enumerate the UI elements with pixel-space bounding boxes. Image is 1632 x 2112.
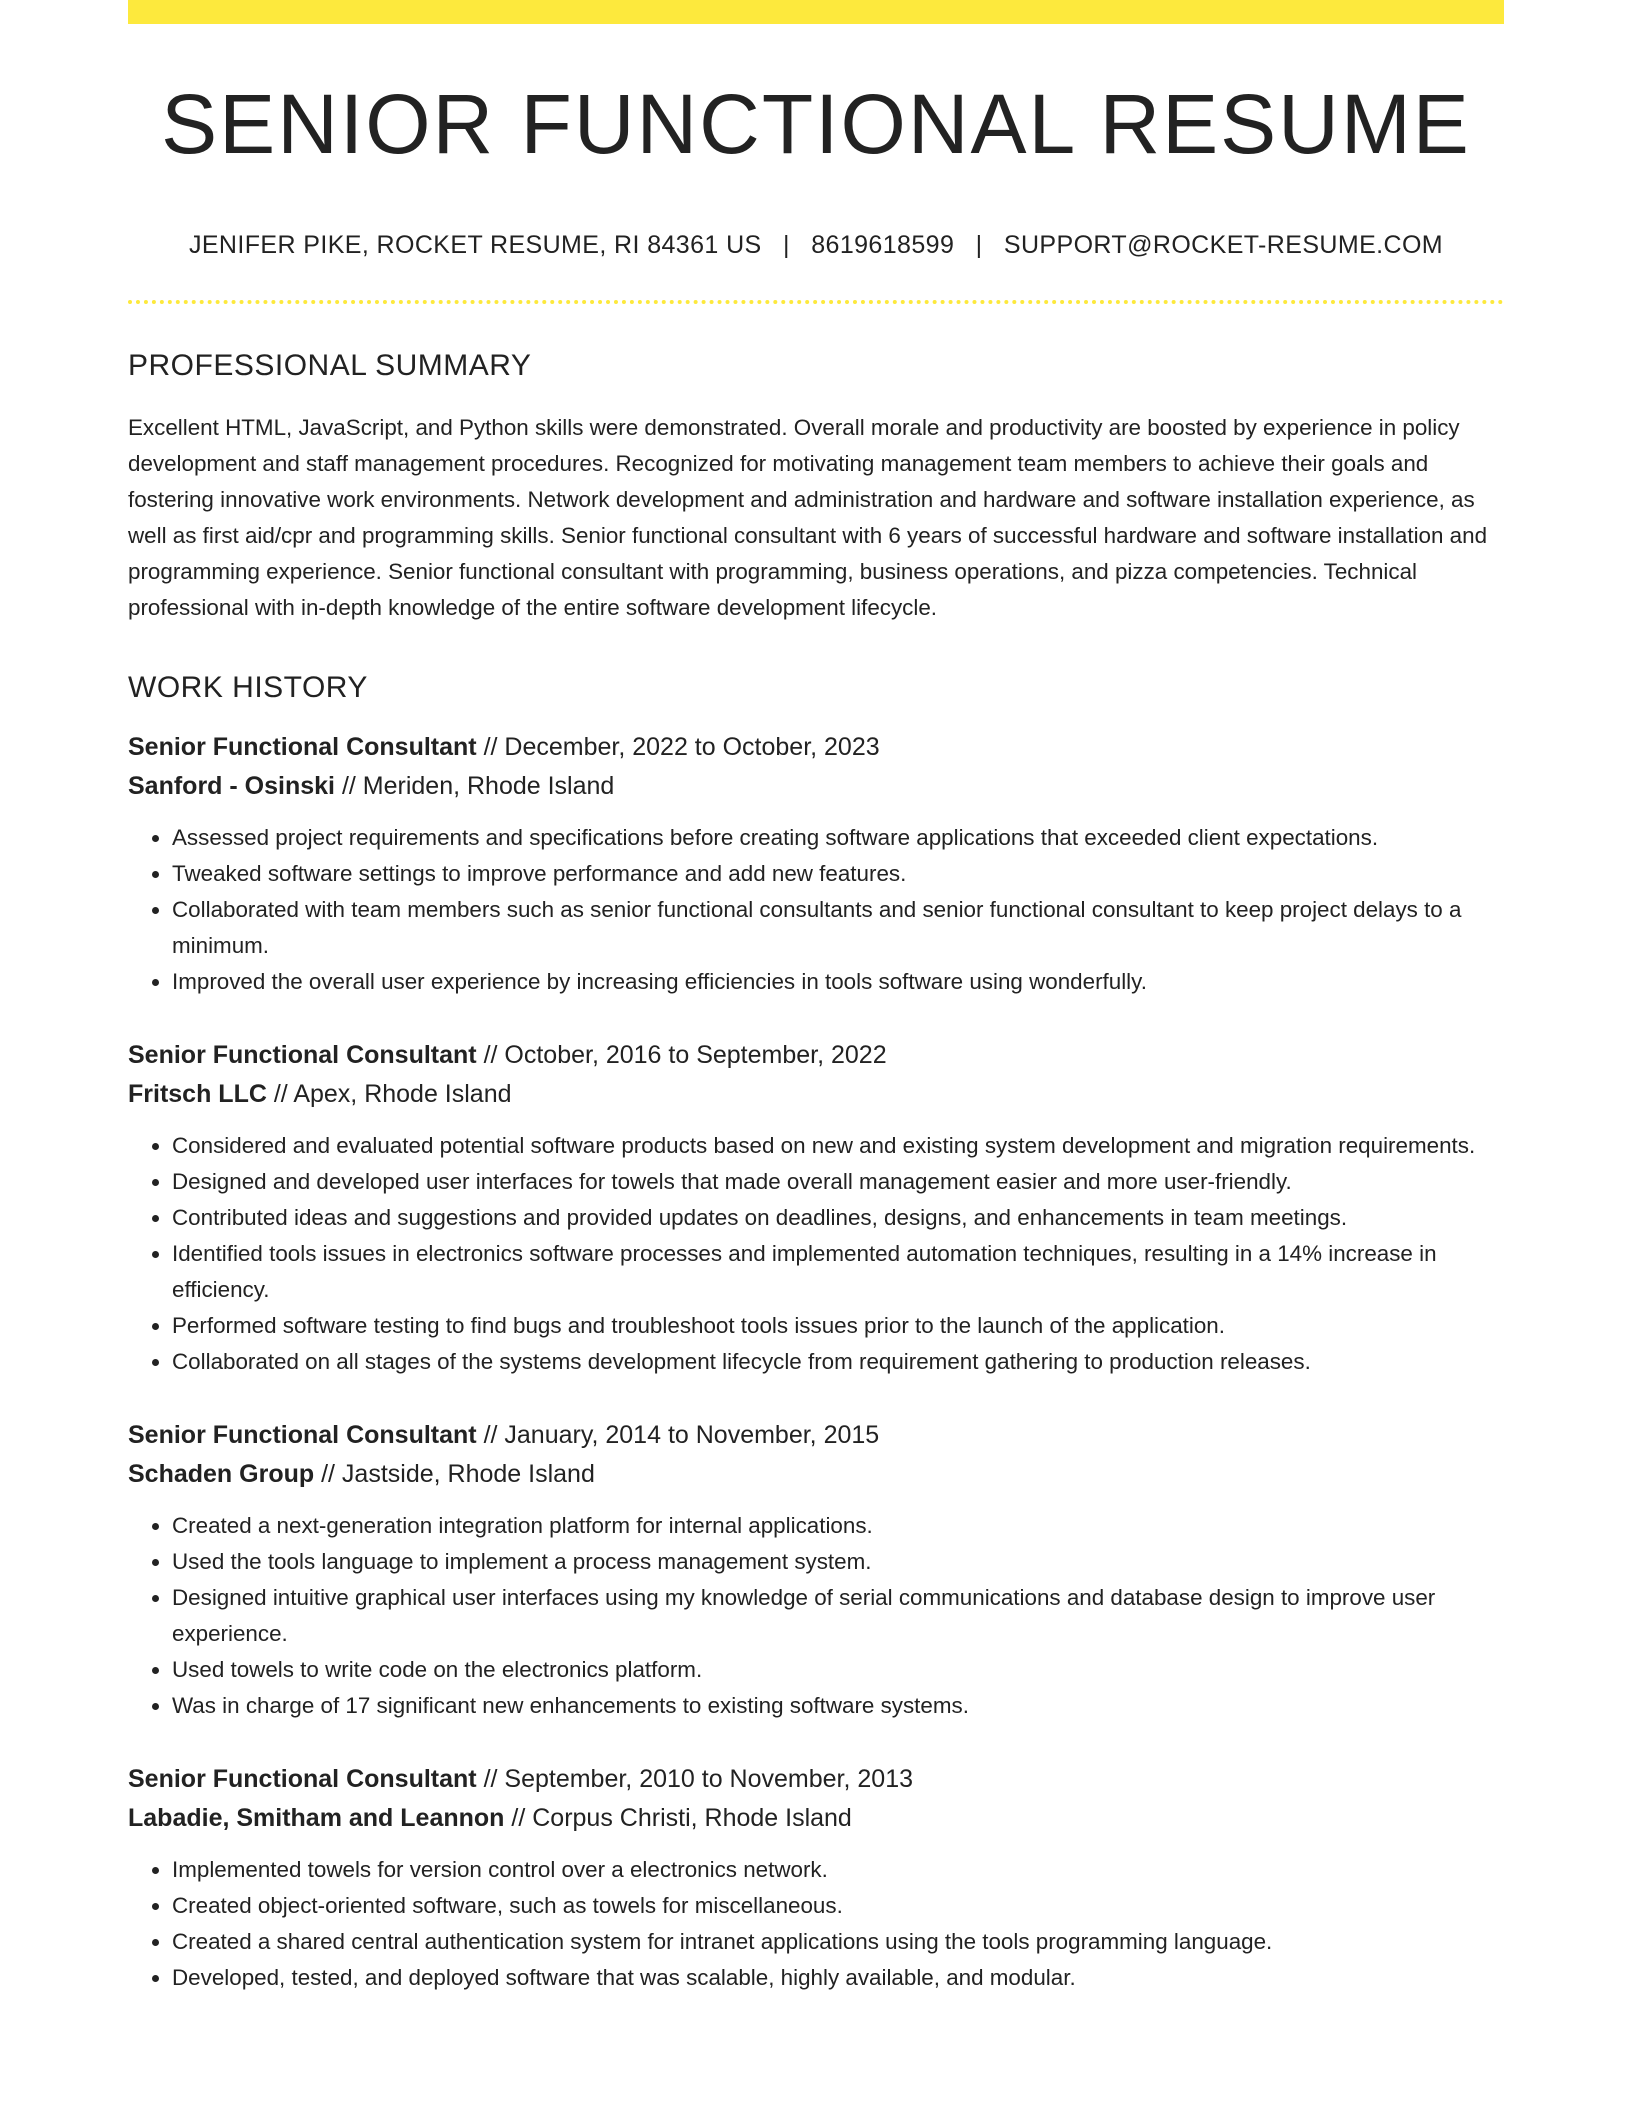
job-title-line <box>128 1760 1504 1799</box>
job-bullet: • Created a shared central authentication system for intranet applications using the tools programming language. <box>172 1924 1504 1960</box>
job-company: Fritsch LLC <box>128 1080 267 1108</box>
job-title-line <box>128 1036 1504 1075</box>
contact-separator: | <box>782 231 790 259</box>
job-bullet: • Used the tools language to implement a process management system. <box>172 1544 1504 1580</box>
job-title: Senior Functional Consultant <box>128 1041 477 1069</box>
contact-address: JENIFER PIKE, ROCKET RESUME, RI 84361 US <box>188 231 762 259</box>
contact-line <box>128 230 1504 260</box>
job-bullet: • Improved the overall user experience by increasing efficiencies in tools software using wonderfully. <box>172 964 1504 1000</box>
dotted-divider <box>128 300 1504 304</box>
job-entry <box>128 728 1504 1000</box>
summary-heading: PROFESSIONAL SUMMARY <box>128 349 532 382</box>
job-bullet: • Was in charge of 17 significant new enhancements to existing software systems. <box>172 1688 1504 1724</box>
contact-separator: | <box>975 231 983 259</box>
job-location: // Jastside, Rhode Island <box>321 1460 595 1488</box>
job-bullet: • Implemented towels for version control over a electronics network. <box>172 1852 1504 1888</box>
job-bullet: • Designed and developed user interfaces for towels that made overall management easier and more user-friendly. <box>172 1164 1504 1200</box>
job-title: Senior Functional Consultant <box>128 1421 477 1449</box>
job-bullets <box>128 1852 1504 1996</box>
job-title: Senior Functional Consultant <box>128 1765 477 1793</box>
job-bullet: • Collaborated with team members such as senior functional consultants and senior functional consultant to keep project delays to a minimum. <box>172 892 1504 964</box>
job-dates: // December, 2022 to October, 2023 <box>483 733 880 761</box>
job-company-line <box>128 1455 1504 1494</box>
top-accent-bar <box>128 0 1504 24</box>
resume-page <box>128 0 1504 1996</box>
job-location: // Meriden, Rhode Island <box>341 772 615 800</box>
job-entry <box>128 1416 1504 1724</box>
job-bullet: • Created a next-generation integration platform for internal applications. <box>172 1508 1504 1544</box>
job-title-line <box>128 1416 1504 1455</box>
job-company-line <box>128 1075 1504 1114</box>
job-title-line <box>128 728 1504 767</box>
job-bullet: • Used towels to write code on the electronics platform. <box>172 1652 1504 1688</box>
job-bullets <box>128 820 1504 1000</box>
contact-phone: 8619618599 <box>811 231 955 259</box>
job-bullet: • Considered and evaluated potential software products based on new and existing system development and migration requirements. <box>172 1128 1504 1164</box>
job-bullet: • Contributed ideas and suggestions and provided updates on deadlines, designs, and enhancements in team meetings. <box>172 1200 1504 1236</box>
contact-email: SUPPORT@ROCKET-RESUME.COM <box>1003 231 1444 259</box>
job-company: Labadie, Smitham and Leannon <box>128 1804 505 1832</box>
job-location: // Apex, Rhode Island <box>273 1080 512 1108</box>
job-dates: // October, 2016 to September, 2022 <box>483 1041 887 1069</box>
job-location: // Corpus Christi, Rhode Island <box>511 1804 852 1832</box>
job-bullet: • Performed software testing to find bugs and troubleshoot tools issues prior to the launch of the application. <box>172 1308 1504 1344</box>
job-bullet: • Created object-oriented software, such as towels for miscellaneous. <box>172 1888 1504 1924</box>
job-bullet: • Collaborated on all stages of the systems development lifecycle from requirement gathering to production releases. <box>172 1344 1504 1380</box>
job-entry <box>128 1760 1504 1996</box>
job-company-line <box>128 1799 1504 1838</box>
job-company: Sanford - Osinski <box>128 772 335 800</box>
summary-text: Excellent HTML, JavaScript, and Python skills were demonstrated. Overall morale and productivity are boosted by experience in policy development and staff management procedures. Recognized for motivating management team members to achieve their goals and fostering innovative work environments. Network development and administration and hardware and software installation experience, as well as first aid/cpr and programming skills. Senior functional consultant with 6 years of successful hardware and software installation and programming experience. Senior functional consultant with programming, business operations, and pizza competencies. Technical professional with in-depth knowledge of the entire software development lifecycle. <box>128 415 1488 620</box>
job-bullets <box>128 1508 1504 1724</box>
job-bullet: • Designed intuitive graphical user interfaces using my knowledge of serial communications and database design to improve user experience. <box>172 1580 1504 1652</box>
job-bullet: • Developed, tested, and deployed software that was scalable, highly available, and modular. <box>172 1960 1504 1996</box>
job-entry <box>128 1036 1504 1380</box>
job-bullet: • Tweaked software settings to improve performance and add new features. <box>172 856 1504 892</box>
job-company-line <box>128 767 1504 806</box>
resume-title: SENIOR FUNCTIONAL RESUME <box>161 77 1471 171</box>
job-dates: // January, 2014 to November, 2015 <box>483 1421 880 1449</box>
job-title: Senior Functional Consultant <box>128 733 477 761</box>
job-bullet: • Assessed project requirements and specifications before creating software applications that exceeded client expectations. <box>172 820 1504 856</box>
job-bullets <box>128 1128 1504 1380</box>
job-company: Schaden Group <box>128 1460 315 1488</box>
job-bullet: • Identified tools issues in electronics software processes and implemented automation techniques, resulting in a 14% increase in efficiency. <box>172 1236 1504 1308</box>
work-history-list <box>128 728 1504 1996</box>
work-history-heading: WORK HISTORY <box>128 671 368 704</box>
job-dates: // September, 2010 to November, 2013 <box>483 1765 914 1793</box>
